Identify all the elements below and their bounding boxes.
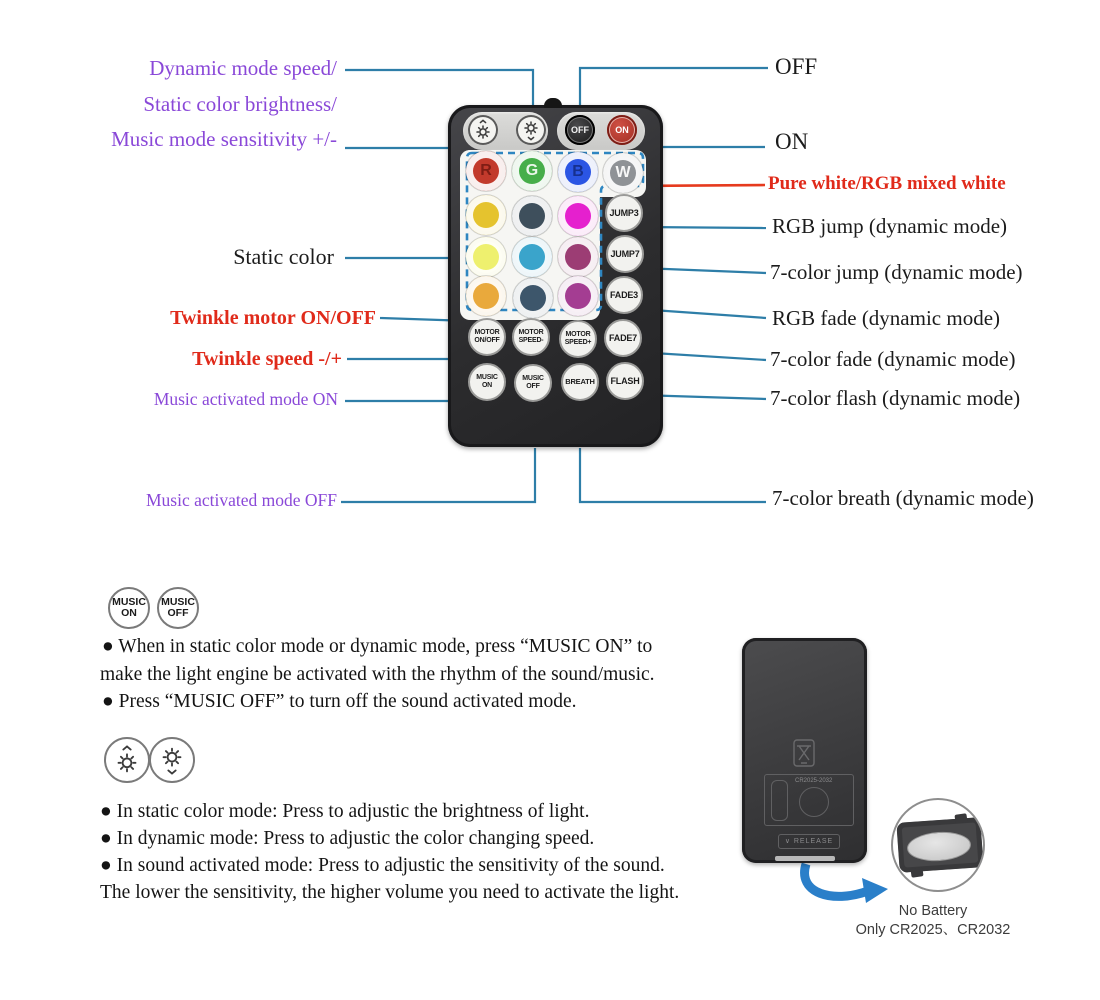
music-on-icon-line1: MUSIC <box>112 596 146 608</box>
music-off-icon <box>157 587 199 629</box>
label-7-color-jump: 7-color jump (dynamic mode) <box>770 260 1023 284</box>
blue-button <box>558 152 598 192</box>
music-off-line1: MUSIC <box>522 375 544 382</box>
battery-slot <box>775 856 835 861</box>
battery-type-text: Only CR2025、CR2032 <box>855 922 1011 938</box>
static-color-button <box>466 237 506 277</box>
disposal-bin-icon <box>791 738 817 772</box>
pull-tab-etch <box>771 780 788 821</box>
jump3-button <box>605 194 643 232</box>
label-rgb-fade: RGB fade (dynamic mode) <box>772 306 1001 330</box>
brightness-note-line1: ● In static color mode: Press to adjustic the brightness of light. <box>100 801 590 822</box>
power-on-label: ON <box>615 124 629 135</box>
music-on-line1: MUSIC <box>476 374 498 381</box>
green-button-letter: G <box>525 162 539 179</box>
label-twinkle-speed: Twinkle speed -/+ <box>192 348 342 370</box>
label-music-activated-on: Music activated mode ON <box>153 389 338 409</box>
release-bar <box>778 834 840 849</box>
flash-label: FLASH <box>610 376 640 386</box>
music-on-button <box>468 363 506 401</box>
breath-button <box>561 363 599 401</box>
motor-onoff-line2: ON/OFF <box>474 337 500 344</box>
red-button <box>466 151 506 191</box>
motor-speed-plus-button <box>559 320 597 358</box>
static-color-button <box>512 196 552 236</box>
motor-speed-minus-button <box>512 318 550 356</box>
white-button-letter: W <box>615 164 631 181</box>
jump3-label: JUMP3 <box>609 208 639 218</box>
white-button <box>603 153 643 193</box>
motor-onoff-line1: MOTOR <box>474 329 500 336</box>
static-color-button <box>466 195 506 235</box>
label-music-activated-off: Music activated mode OFF <box>145 490 337 510</box>
motor-speed-plus-line1: MOTOR <box>565 331 591 338</box>
brightness-note-line3: ● In sound activated mode: Press to adjustic the sensitivity of the sound. <box>100 855 665 876</box>
label-static-color-brightness: Static color brightness/ <box>143 91 337 116</box>
battery-diagram-etch <box>764 774 854 826</box>
static-color-button <box>513 278 553 318</box>
battery-arrow-head <box>862 878 888 903</box>
line-music-off <box>341 448 535 502</box>
fade3-button <box>605 276 643 314</box>
brightness-down-illustration <box>149 737 195 783</box>
motor-speed-plus-line2: SPEED+ <box>564 339 592 346</box>
coin-cell-etch <box>799 787 829 817</box>
music-off-icon-line1: MUSIC <box>161 596 195 608</box>
brightness-note-line4: The lower the sensitivity, the higher volume you need to activate the light. <box>100 882 680 903</box>
label-rgb-jump: RGB jump (dynamic mode) <box>772 214 1008 238</box>
brightness-note-text <box>100 798 679 906</box>
battery-tray-inset <box>891 798 985 892</box>
remote-control-front <box>448 105 663 447</box>
label-7-color-fade: 7-color fade (dynamic mode) <box>770 347 1016 371</box>
tray-tab <box>954 813 967 824</box>
label-twinkle-motor: Twinkle motor ON/OFF <box>170 307 376 329</box>
label-on: ON <box>775 129 809 154</box>
label-7-color-breath: 7-color breath (dynamic mode) <box>772 486 1034 510</box>
static-color-button <box>558 196 598 236</box>
brightness-note-line2: ● In dynamic mode: Press to adjustic the color changing speed. <box>100 828 595 849</box>
music-on-icon-line2: ON <box>121 607 137 619</box>
music-note-line1: ● When in static color mode or dynamic mode, press “MUSIC ON” to <box>102 636 653 657</box>
battery-caption <box>828 902 1038 940</box>
motor-speed-minus-line2: SPEED- <box>518 337 544 344</box>
red-button-letter: R <box>480 162 492 179</box>
music-note-line2: make the light engine be activated with the rhythm of the sound/music. <box>100 663 655 685</box>
label-pure-white: Pure white/RGB mixed white <box>768 173 1006 194</box>
jump7-label: JUMP7 <box>610 249 640 259</box>
release-text: ∨ RELEASE <box>784 838 834 845</box>
label-dynamic-mode-speed: Dynamic mode speed/ <box>149 56 337 80</box>
fade7-label: FADE7 <box>608 333 637 343</box>
label-top-left-group <box>111 51 337 158</box>
tray-tab <box>910 867 923 878</box>
music-note-line3: ● Press “MUSIC OFF” to turn off the sound activated mode. <box>102 691 577 712</box>
label-off: OFF <box>775 54 818 79</box>
static-color-button <box>466 276 506 316</box>
label-music-mode-sensitivity: Music mode sensitivity +/- <box>111 127 337 151</box>
brightness-up-icon <box>110 743 144 777</box>
static-color-button <box>558 276 598 316</box>
power-off-label: OFF <box>571 124 589 135</box>
music-off-button <box>514 364 552 402</box>
line-7breath <box>580 448 766 502</box>
no-battery-text: No Battery <box>898 903 968 919</box>
motor-speed-minus-line1: MOTOR <box>518 329 544 336</box>
music-on-icon <box>108 587 150 629</box>
remote-control-back <box>742 638 867 863</box>
music-on-line2: ON <box>481 382 493 389</box>
brightness-up-illustration <box>104 737 150 783</box>
green-button <box>512 151 552 191</box>
fade3-label: FADE3 <box>609 290 638 300</box>
breath-line1: BREATH <box>565 377 595 386</box>
label-static-color: Static color <box>233 244 334 269</box>
static-color-button <box>512 237 552 277</box>
static-color-button <box>558 237 598 277</box>
flash-button <box>606 362 644 400</box>
battery-arrow <box>805 864 868 896</box>
music-off-icon-line2: OFF <box>167 607 189 619</box>
music-off-line2: OFF <box>526 383 540 390</box>
fade7-button <box>604 319 642 357</box>
blue-button-letter: B <box>572 163 584 180</box>
brightness-down-icon <box>155 743 189 777</box>
label-7-color-flash: 7-color flash (dynamic mode) <box>770 386 1021 410</box>
jump7-button <box>606 235 644 273</box>
music-note-text <box>102 633 655 716</box>
etched-model-text: CR2025-2032 <box>795 778 833 784</box>
motor-onoff-button <box>468 318 506 356</box>
